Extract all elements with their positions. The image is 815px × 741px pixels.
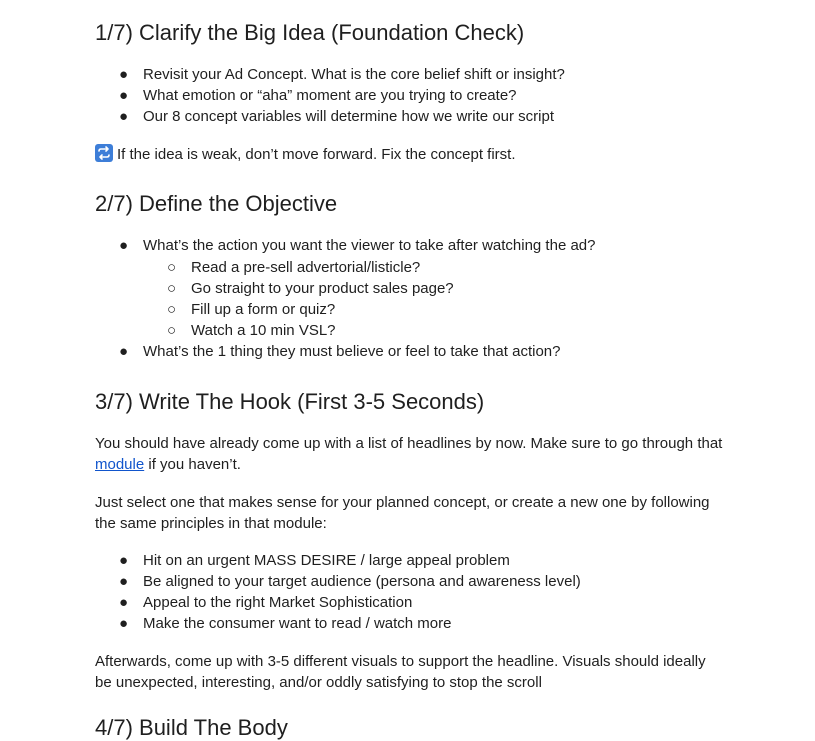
section-3-heading: 3/7) Write The Hook (First 3-5 Seconds) — [95, 389, 485, 414]
s3-bullet-4: Make the consumer want to read / watch more — [143, 615, 452, 632]
s2-bullet-2: What’s the 1 thing they must believe or feel to take that action? — [143, 343, 561, 360]
s3-bullet-2: Be aligned to your target audience (persona and awareness level) — [143, 573, 581, 590]
section-2-heading: 2/7) Define the Objective — [95, 191, 338, 216]
bullet-marker: ● — [119, 343, 129, 360]
module-link[interactable]: module — [95, 456, 145, 473]
bullet-marker: ● — [119, 66, 129, 83]
section-1-heading: 1/7) Clarify the Big Idea (Foundation Check) — [95, 20, 525, 45]
s3-paragraph-1 — [95, 433, 725, 475]
bullet-marker: ● — [119, 552, 129, 569]
bullet-marker: ● — [119, 237, 129, 254]
s1-note — [95, 144, 516, 165]
s2-sub-bullet-2: Go straight to your product sales page? — [191, 280, 454, 297]
s1-bullet-2: What emotion or “aha” moment are you trying to create? — [143, 87, 517, 104]
sub-bullet-marker: ○ — [167, 280, 177, 297]
s3-paragraph-3: Afterwards, come up with 3-5 different visuals to support the headline. Visuals should ideally be unexpected, interesting, and/or oddly satisfying to stop the scroll — [95, 653, 706, 691]
s3-bullet-1: Hit on an urgent MASS DESIRE / large appeal problem — [143, 552, 510, 569]
sub-bullet-marker: ○ — [167, 259, 177, 276]
sub-bullet-marker: ○ — [167, 301, 177, 318]
s2-sub-bullet-1: Read a pre-sell advertorial/listicle? — [191, 259, 421, 276]
s2-sub-bullet-4: Watch a 10 min VSL? — [191, 322, 336, 339]
s3-paragraph-2: Just select one that makes sense for your planned concept, or create a new one by following the same principles in that module: — [95, 494, 710, 532]
s3-paragraph-1-tail: if you haven’t. — [144, 456, 241, 473]
bullet-marker: ● — [119, 87, 129, 104]
s1-note-text: If the idea is weak, don’t move forward. Fix the concept first. — [117, 146, 516, 163]
s1-bullet-1: Revisit your Ad Concept. What is the core belief shift or insight? — [143, 66, 565, 83]
bullet-marker: ● — [119, 594, 129, 611]
repeat-icon — [95, 144, 113, 162]
s2-bullet-1: What’s the action you want the viewer to take after watching the ad? — [143, 237, 596, 254]
s2-sub-bullet-3: Fill up a form or quiz? — [191, 301, 336, 318]
bullet-marker: ● — [119, 573, 129, 590]
bullet-marker: ● — [119, 108, 129, 125]
s1-bullet-3: Our 8 concept variables will determine how we write our script — [143, 108, 554, 125]
section-4-heading: 4/7) Build The Body — [95, 715, 288, 740]
bullet-marker: ● — [119, 615, 129, 632]
s3-bullet-3: Appeal to the right Market Sophistication — [143, 594, 413, 611]
sub-bullet-marker: ○ — [167, 322, 177, 339]
s3-paragraph-1-text: You should have already come up with a list of headlines by now. Make sure to go through that — [95, 435, 723, 452]
